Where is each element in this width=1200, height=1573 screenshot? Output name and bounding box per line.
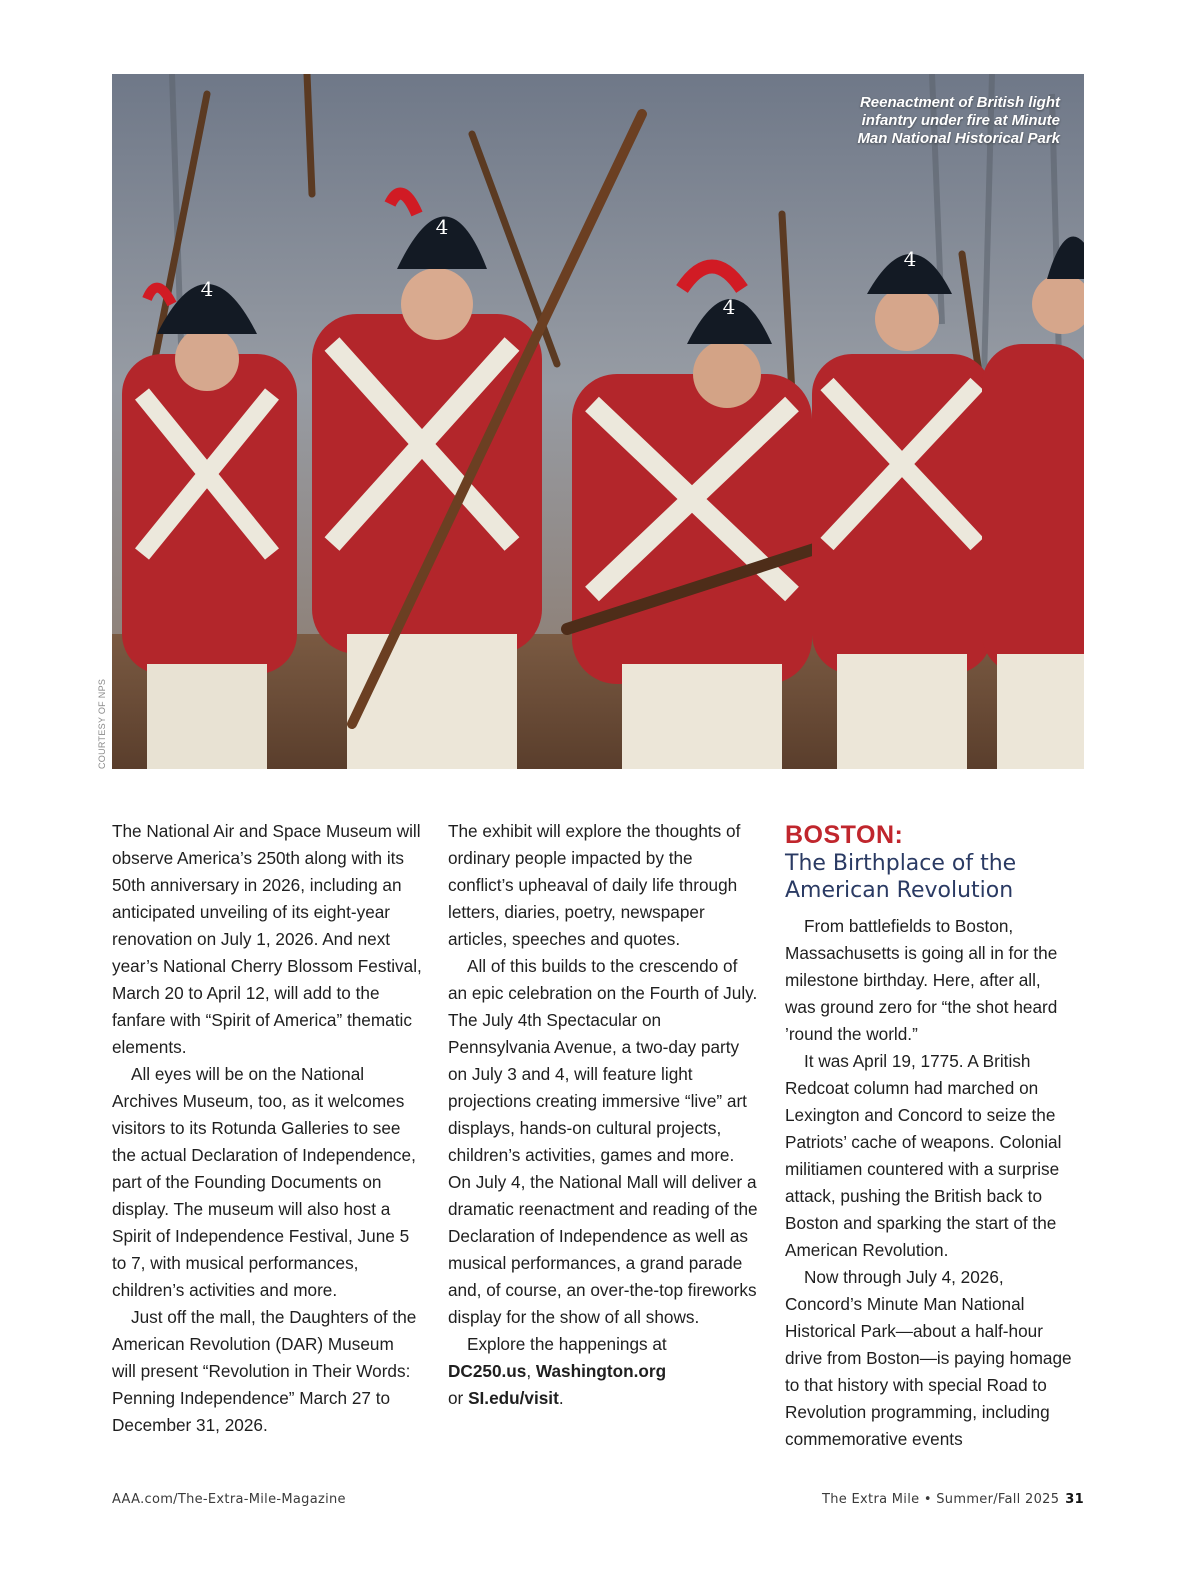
hat-badge-4: 4 [903,247,917,271]
separator: , [526,1361,536,1381]
paragraph: The National Air and Space Museum will observe America’s 250th along with its 50th anniversary in 2026, including an anticipated unveiling of its eight-year renovation on July 1, 2026. And next year’s National Cherry Blossom Festival, March 20 to April 12, will add to the fanfare with “Spirit of America” thematic elements. [112,821,422,1057]
period: . [558,1388,564,1408]
article-column-1 [112,818,422,1439]
sidebar-heading: BOSTON: [785,821,904,849]
link-si-edu[interactable]: SI.edu/visit [468,1388,559,1408]
paragraph: Now through July 4, 2026, Concord’s Minute Man National Historical Park—about a half-hour drive from Boston—is paying homage to that history with special Road to Revolution programming, including commemorative events [785,1267,1072,1449]
hat-badge-3: 4 [722,295,736,319]
separator: or [448,1388,469,1408]
footer-url[interactable]: AAA.com/The-Extra-Mile-Magazine [112,1492,346,1507]
hero-photo [112,74,1084,769]
paragraph: All eyes will be on the National Archives Museum, too, as it welcomes visitors to its Rotunda Galleries to see the actual Declaration of Independence, part of the Founding Documents on display. The museum will also host a Spirit of Independence Festival, June 5 to 7, with musical performances, children’s activities and more. [112,1064,416,1300]
hat-badge-1: 4 [200,277,214,301]
link-dc250[interactable]: DC250.us [448,1361,527,1381]
photo-caption: Reenactment of British light infantry under fire at Minute Man National Historical Park [857,94,1060,147]
sidebar-column [785,913,1075,1453]
explore-prefix: Explore the happenings at [467,1334,667,1354]
article-column-2 [448,818,758,1412]
sidebar-heading-block [785,820,1085,904]
paragraph: It was April 19, 1775. A British Redcoat column had marched on Lexington and Concord to seize the Patriots’ cache of weapons. Colonial militiamen countered with a surprise attack, pushing the British back to Boston and sparking the start of the American Revolution. [785,1051,1062,1260]
explore-paragraph [448,1331,758,1412]
paragraph: From battlefields to Boston, Massachusetts is going all in for the milestone birthday. Here, after all, was ground zero for “the shot heard ’round the world.” [785,916,1058,1044]
paragraph: All of this builds to the crescendo of an epic celebration on the Fourth of July. The July 4th Spectacular on Pennsylvania Avenue, a two-day party on July 3 and 4, will feature light projections creating immersive “live” art displays, hands-on cultural projects, children’s activities, games and more. On July 4, the National Mall will deliver a dramatic reenactment and reading of the Declaration of Independence as well as musical performances, a grand parade and, of course, an over-the-top fireworks display for the show of all shows. [448,956,758,1327]
page-number: 31 [1065,1492,1084,1507]
link-washington-org[interactable]: Washington.org [535,1361,667,1381]
photo-credit: COURTESY OF NPS [97,678,107,769]
sidebar-subheading: The Birthplace of the American Revolution [785,851,1017,903]
redcoat-reenactment-illustration [112,74,1084,769]
hat-badge-2: 4 [435,215,449,239]
footer-publication [822,1492,1084,1507]
paragraph: Just off the mall, the Daughters of the American Revolution (DAR) Museum will present “Revolution in Their Words: Penning Independence” March 27 to December 31, 2026. [112,1307,417,1435]
publication-name: The Extra Mile • Summer/Fall 2025 [822,1492,1060,1507]
paragraph: The exhibit will explore the thoughts of ordinary people impacted by the conflict’s upheaval of daily life through letters, diaries, poetry, newspaper articles, speeches and quotes. [448,821,741,949]
